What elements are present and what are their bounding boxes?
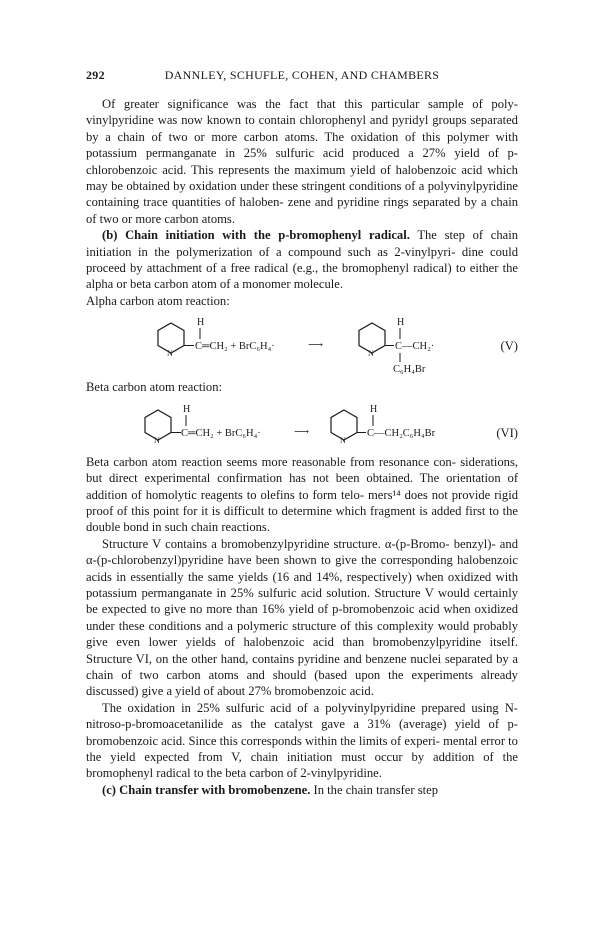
text-line: conditions of a polyvinylpyridine containing trace quantities of haloben- [86, 179, 518, 210]
page-body [86, 96, 518, 798]
page-number: 292 [86, 68, 105, 82]
text-line: siderations, but direct experimental confirmation has not been obtained. [86, 454, 518, 486]
text-line: The orientation of addition of homolytic reagents to olefins to form telo- [86, 471, 519, 502]
text-line: sulfuric acid solution. Structure V would certainly be expected to give no [86, 585, 518, 617]
substituent-formula: C₆H₄Br [393, 364, 426, 376]
paragraph-structure-v [86, 536, 518, 700]
section-heading-b: (b) Chain initiation with the p-bromophenyl radical. [102, 228, 410, 243]
product-formula: C—CH₂C₆H₄Br [367, 427, 436, 439]
text-line: radical) to either the alpha or beta carbon atom of a monomer molecule. [86, 261, 518, 292]
paragraph-beta-reaction [86, 454, 518, 536]
hydrogen-label: H [183, 403, 191, 415]
text-line: Structure V contains a bromobenzylpyridine structure. α-(p-Bromo- [102, 536, 450, 551]
text-line: The oxidation in 25% sulfuric acid of a polyvinylpyridine prepared using [102, 700, 499, 715]
reaction-equation-vi [86, 396, 518, 454]
text-line: corresponding halobenzoic acids in essentially the same yields (16 and [86, 553, 518, 584]
hydrogen-label: H [197, 317, 205, 329]
text-line: separated by a chain of two or more carbon atoms. The oxidation of this [86, 113, 518, 144]
running-title: DANNLEY, SCHUFLE, COHEN, AND CHAMBERS [164, 68, 440, 82]
section-heading-c: (c) Chain transfer with bromobenzene. [102, 782, 311, 797]
text-line: The step [409, 228, 465, 243]
text-line: acid. [349, 684, 374, 699]
nitrogen-label: N [368, 349, 374, 359]
text-line: dine could proceed by attachment of a free radical (e.g., the bromophenyl [86, 244, 518, 276]
text-line: conditions and a polymeric structure of this complexity would probably [148, 618, 518, 633]
text-line: halobenzoic acid which may be obtained by oxidation under these stringent [86, 162, 518, 194]
text-line: Beta carbon atom reaction seems more reasonable from resonance con- [86, 454, 456, 469]
nitrogen-label: N [167, 349, 173, 359]
text-line: separated by a chain of two carbon atoms and should (based upon the [86, 651, 518, 682]
nitrogen-label: N [340, 435, 346, 445]
text-line: 27% yield of p-chlorobenzoic acid. This represents the maximum yield of [86, 146, 518, 177]
reactant-formula: C═CH₂ + BrC₆H₄· [195, 341, 275, 353]
hydrogen-label: H [370, 403, 378, 415]
text-line: benzyl)- and α-(p-chlorobenzyl)pyridine have been shown to give the [86, 536, 518, 568]
alpha-label: Alpha carbon atom reaction: [86, 293, 230, 308]
text-line: 14%, respectively) when oxidized with potassium permanganate in 25% [86, 569, 518, 600]
reaction-arrow: ⟶ [294, 426, 310, 438]
text-line: more than 16% yield of p-bromobenzoic acid when oxidized under these [86, 602, 518, 633]
paragraph-chain-transfer [86, 782, 518, 798]
text-line: p-bromobenzoic acid. Since this corresponds within the limits of experi- [86, 717, 518, 748]
text-line: In the chain transfer step [310, 782, 439, 797]
text-line: of chain initiation in the polymerization of a compound such as 2-vinylpyri- [86, 228, 519, 259]
reaction-equation-v [86, 309, 518, 379]
text-line: addition of the bromophenyl radical to the beta carbon of 2-vinylpyridine. [86, 750, 518, 781]
reactant-formula: C═CH₂ + BrC₆H₄· [181, 427, 261, 439]
text-line: zene and pyridine rings separated by a chain of two or more carbon atoms. [86, 195, 518, 226]
text-line: which fragment is added first to the double bond in such chain reactions. [86, 503, 519, 535]
text-line: polymer with potassium permanganate in 25% sulfuric acid produced a [86, 129, 518, 161]
nitrogen-label: N [154, 435, 160, 445]
product-formula: C—CH₂· [395, 341, 435, 353]
page-header [86, 68, 518, 84]
beta-label: Beta carbon atom reaction: [86, 380, 223, 395]
text-line: experiments already discussed) give a yield of about 27% bromobenzoic [86, 667, 518, 699]
text-line: Structure VI, on the other hand, contains pyridine and benzene nuclei [86, 651, 442, 666]
text-line: vinylpyridine was now known to contain chlorophenyl and pyridyl groups [86, 113, 467, 128]
text-line: mers¹⁴ does not provide rigid proof of this point for it is difficult to determine [86, 487, 518, 518]
text-line: give even lower yields of halobenzoic acid than bromobenzylpyridine itself. [86, 635, 518, 650]
equation-number: (V) [500, 339, 518, 354]
text-line: Of greater significance was the fact that this particular sample of poly- [102, 97, 518, 111]
paragraph-oxidation [86, 700, 518, 782]
hydrogen-label: H [397, 317, 405, 329]
equation-number: (VI) [496, 425, 518, 440]
pyridine-ring-diagram [86, 309, 518, 379]
paragraph-chain-initiation [86, 227, 518, 293]
reaction-arrow: ⟶ [308, 340, 324, 352]
text-line: mental error to the yield expected from V, chain initiation must occur by [86, 733, 518, 764]
text-line: N-nitroso-p-bromoacetanilide as the catalyst gave a 31% (average) yield of [86, 700, 518, 732]
paragraph-polymer-sample [86, 96, 518, 227]
